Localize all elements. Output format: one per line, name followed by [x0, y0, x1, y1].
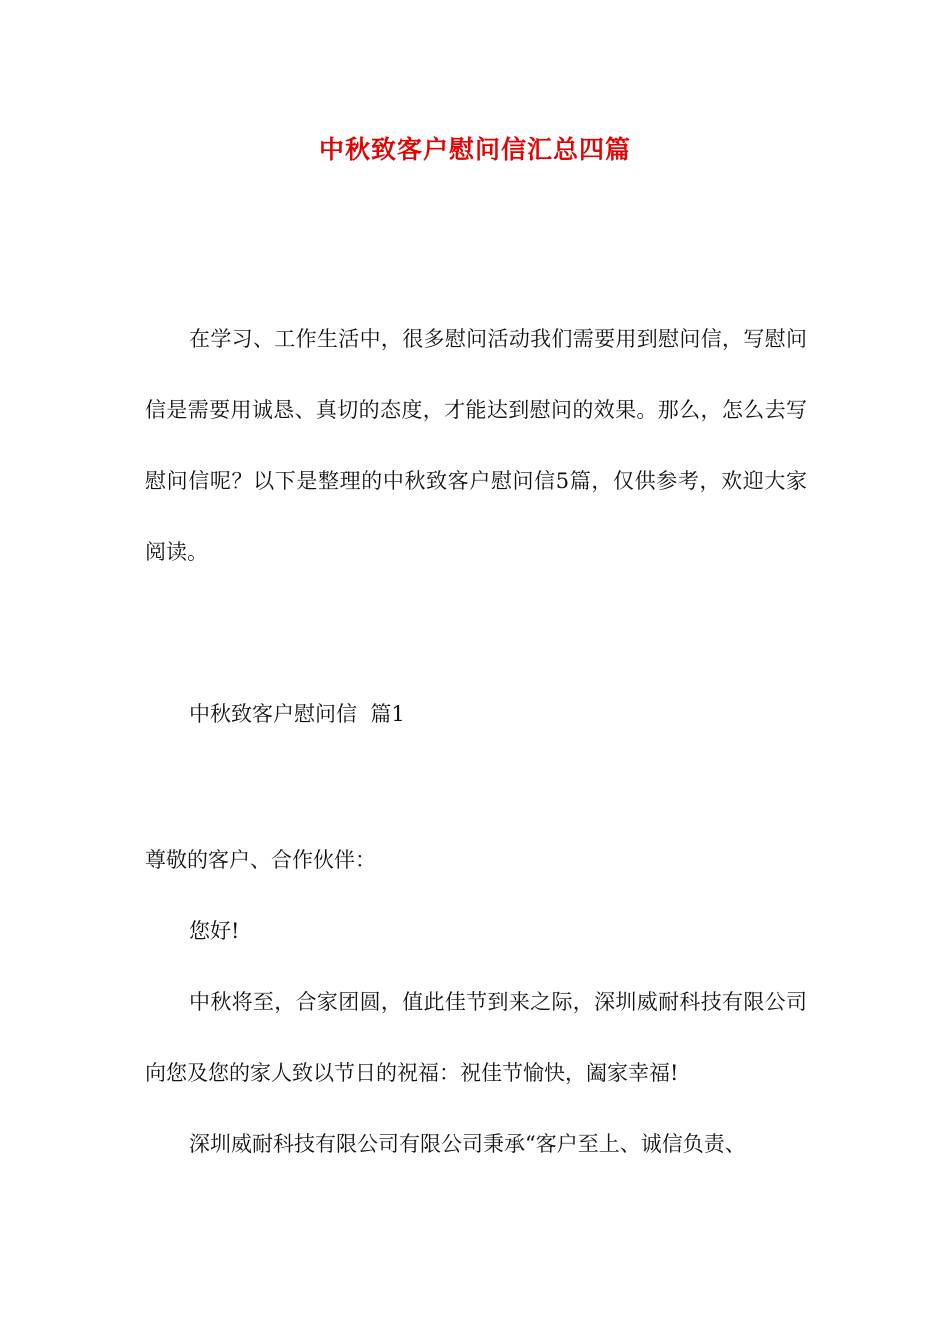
greeting: 您好!	[189, 919, 240, 943]
section-heading: 中秋致客户慰问信 篇1	[189, 702, 405, 726]
body-paragraph-2: 深圳威耐科技有限公司有限公司秉承“客户至上、诚信负责、	[189, 1132, 746, 1156]
salutation: 尊敬的客户、合作伙伴：	[145, 848, 376, 872]
document-title: 中秋致客户慰问信汇总四篇	[318, 135, 631, 164]
intro-paragraph: 在学习、工作生活中，很多慰问活动我们需要用到慰问信，写慰问信是需要用诚恳、真切的态度，才能达到慰问的效果。那么，怎么去写慰问信呢？以下是整理的中秋致客户慰问信5篇，仅供参考，欢迎大家阅读。	[145, 327, 807, 564]
body-paragraph-1: 中秋将至，合家团圆，值此佳节到来之际，深圳威耐科技有限公司向您及您的家人致以节日的祝福：祝佳节愉快，阖家幸福!	[145, 990, 807, 1085]
